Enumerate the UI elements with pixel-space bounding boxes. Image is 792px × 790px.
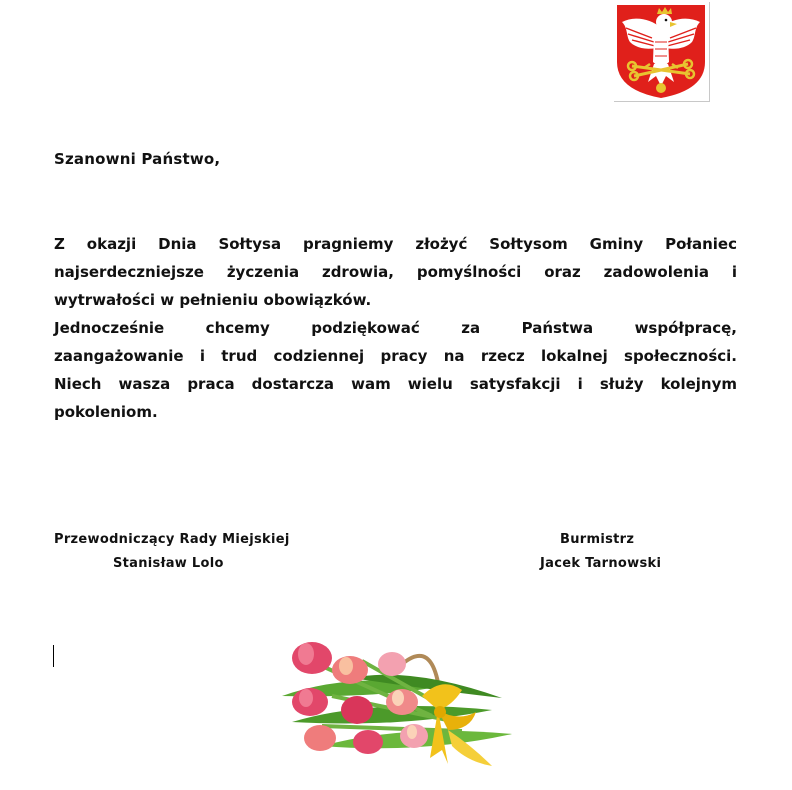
text-line: najserdeczniejsze życzenia zdrowia, pomyślności oraz zadowolenia i — [54, 263, 737, 281]
text-line: Jednocześnie chcemy podziękować za Państwa współpracę, — [54, 319, 737, 337]
signature-left-title: Przewodniczący Rady Miejskiej — [54, 532, 290, 547]
text-line: zaangażowanie i trud codziennej pracy na rzecz lokalnej społeczności. — [54, 347, 737, 365]
text-line: wytrwałości w pełnieniu obowiązków. — [54, 291, 372, 309]
tulip-bouquet-icon — [262, 626, 524, 776]
coat-of-arms — [614, 2, 710, 102]
text-cursor — [53, 645, 54, 667]
white-eagle-crest-icon — [614, 2, 708, 100]
signature-right-title: Burmistrz — [560, 532, 635, 547]
letter-body — [54, 230, 737, 426]
paragraph-thanks — [54, 314, 737, 426]
paragraph-wishes — [54, 230, 737, 314]
text-line: Niech wasza praca dostarcza wam wielu satysfakcji i służy kolejnym — [54, 375, 737, 393]
text-line: Z okazji Dnia Sołtysa pragniemy złożyć Sołtysom Gminy Połaniec — [54, 235, 737, 253]
signature-right-name: Jacek Tarnowski — [540, 556, 662, 571]
greeting: Szanowni Państwo, — [54, 150, 221, 168]
signature-left-name: Stanisław Lolo — [113, 556, 224, 571]
text-line: pokoleniom. — [54, 403, 158, 421]
